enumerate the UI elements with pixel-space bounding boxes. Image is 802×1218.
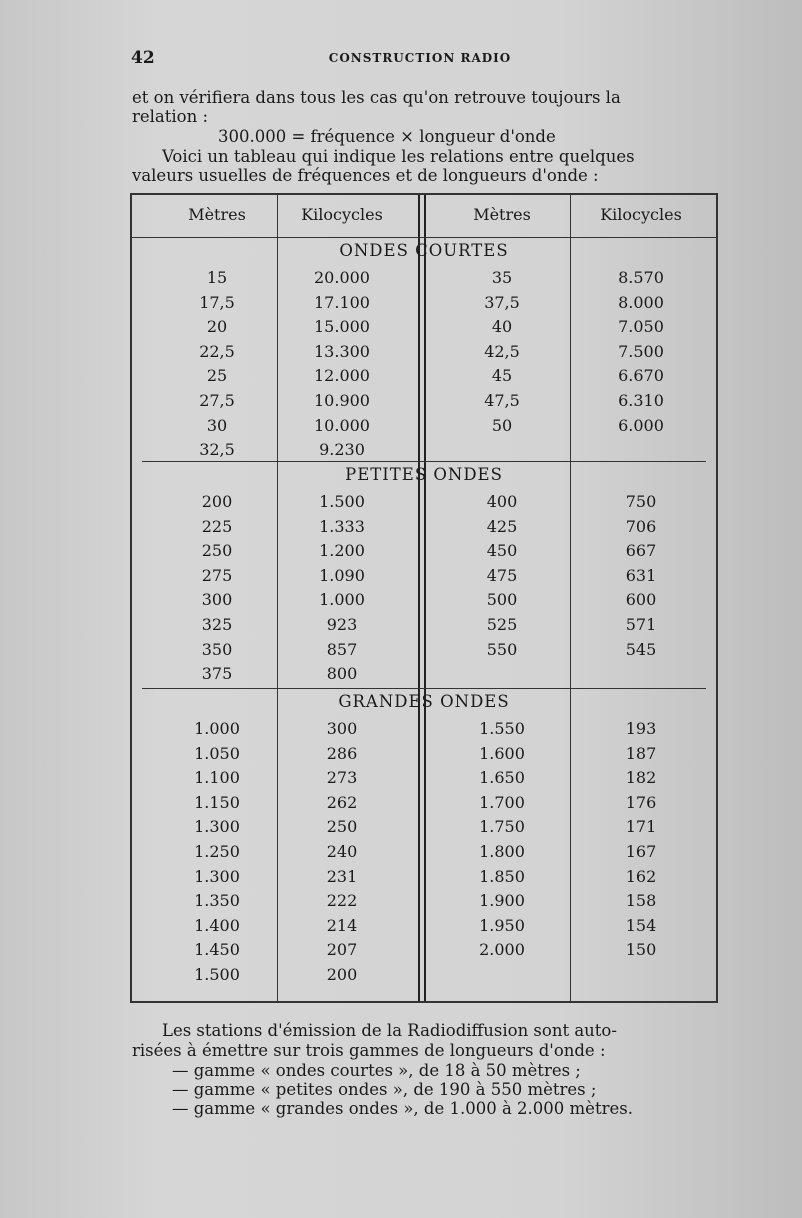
cell-kilocycles-a: 231 <box>326 866 358 886</box>
header-kilocycles-left: Kilocycles <box>301 205 383 224</box>
page-header <box>0 48 802 72</box>
cell-kilocycles-a: 1.500 <box>319 492 365 511</box>
cell-metres-a: 20 <box>206 317 228 337</box>
center-double-divider <box>418 195 426 1001</box>
cell-kilocycles-a: 15.000 <box>314 317 370 337</box>
cell-metres-a: 275 <box>201 565 233 585</box>
cell-kilocycles-a: 286 <box>326 743 358 763</box>
header-metres-right: Mètres <box>473 205 531 224</box>
cell-metres-a: 1.050 <box>194 743 240 763</box>
cell-metres-b: 1.700 <box>479 792 525 812</box>
cell-metres-b: 37,5 <box>484 292 520 312</box>
cell-kilocycles-b: 182 <box>625 768 657 788</box>
header-kilocycles-right: Kilocycles <box>600 205 682 224</box>
cell-kilocycles-a: 12.000 <box>314 366 370 386</box>
cell-kilocycles-b: 7.500 <box>618 341 664 361</box>
cell-kilocycles-a: 200 <box>326 965 358 984</box>
cell-metres-b: 1.600 <box>479 743 525 763</box>
cell-kilocycles-a: 300 <box>326 719 358 738</box>
cell-metres-a: 25 <box>206 366 228 386</box>
cell-kilocycles-a: 1.200 <box>319 541 365 561</box>
cell-kilocycles-b: 167 <box>625 842 657 861</box>
cell-metres-b <box>437 661 567 686</box>
cell-metres-a: 1.150 <box>194 792 240 812</box>
cell-metres-a: 1.500 <box>194 965 240 984</box>
formula: 300.000 = fréquence × longueur d'onde <box>218 127 556 146</box>
cell-metres-a: 1.400 <box>194 915 240 935</box>
section-separator <box>142 461 706 462</box>
intro-line-3: Voici un tableau qui indique les relations entre quelques <box>162 147 635 166</box>
cell-kilocycles-b: 571 <box>625 615 657 634</box>
cell-metres-b: 2.000 <box>479 940 525 960</box>
cell-metres-b <box>437 962 567 987</box>
cell-kilocycles-b: 171 <box>625 817 657 837</box>
cell-kilocycles-a: 10.000 <box>314 415 370 435</box>
cell-metres-a: 350 <box>201 639 233 659</box>
section-title: ONDES COURTES <box>339 241 509 260</box>
frequency-wavelength-table <box>130 193 718 1003</box>
column-divider <box>277 195 278 1001</box>
cell-kilocycles-a: 9.230 <box>319 440 365 460</box>
cell-metres-b: 1.800 <box>479 842 525 861</box>
cell-kilocycles-a: 20.000 <box>314 268 370 287</box>
cell-metres-b: 50 <box>491 415 513 435</box>
cell-metres-b <box>437 437 567 462</box>
cell-kilocycles-b: 667 <box>625 541 657 561</box>
section-title: GRANDES ONDES <box>338 692 510 711</box>
cell-metres-b: 525 <box>486 615 518 634</box>
cell-kilocycles-a: 800 <box>326 664 358 684</box>
cell-metres-a: 27,5 <box>199 391 235 410</box>
cell-kilocycles-b: 187 <box>625 743 657 763</box>
cell-kilocycles-b: 154 <box>625 915 657 935</box>
cell-kilocycles-a: 207 <box>326 940 358 960</box>
cell-kilocycles-a: 17.100 <box>314 292 370 312</box>
cell-metres-a: 1.250 <box>194 842 240 861</box>
cell-metres-b: 500 <box>486 590 518 610</box>
cell-metres-a: 22,5 <box>199 341 235 361</box>
cell-kilocycles-a: 923 <box>326 615 358 634</box>
cell-metres-b: 1.650 <box>479 768 525 788</box>
cell-metres-a: 1.100 <box>194 768 240 788</box>
cell-metres-a: 30 <box>206 415 228 435</box>
cell-metres-b: 1.950 <box>479 915 525 935</box>
cell-metres-b: 475 <box>486 565 518 585</box>
table-header-row <box>132 195 716 238</box>
cell-metres-a: 1.000 <box>194 719 240 738</box>
intro-line-2: relation : <box>132 107 209 126</box>
outro-line-2: risées à émettre sur trois gammes de longueurs d'onde : <box>132 1041 606 1060</box>
cell-kilocycles-b: 158 <box>625 891 657 911</box>
cell-kilocycles-a: 857 <box>326 639 358 659</box>
cell-metres-a: 1.450 <box>194 940 240 960</box>
cell-kilocycles-b: 6.670 <box>618 366 664 386</box>
cell-kilocycles-a: 273 <box>326 768 358 788</box>
page-number: 42 <box>131 48 155 68</box>
cell-kilocycles-a: 10.900 <box>314 391 370 410</box>
cell-metres-b: 425 <box>486 516 518 536</box>
cell-metres-a: 17,5 <box>199 292 235 312</box>
cell-kilocycles-b: 7.050 <box>618 317 664 337</box>
cell-kilocycles-b: 150 <box>625 940 657 960</box>
cell-metres-a: 300 <box>201 590 233 610</box>
running-title: CONSTRUCTION RADIO <box>328 51 512 65</box>
intro-line-1: et on vérifiera dans tous les cas qu'on retrouve toujours la <box>132 88 621 107</box>
cell-metres-b: 35 <box>491 268 513 287</box>
cell-metres-b: 400 <box>486 492 518 511</box>
cell-metres-a: 200 <box>201 492 233 511</box>
cell-kilocycles-b: 600 <box>625 590 657 610</box>
cell-kilocycles-a: 13.300 <box>314 341 370 361</box>
cell-metres-a: 32,5 <box>199 440 235 460</box>
cell-kilocycles-b: 6.310 <box>618 391 664 410</box>
cell-metres-a: 250 <box>201 541 233 561</box>
band-item-long: — gamme « grandes ondes », de 1.000 à 2.000 mètres. <box>172 1099 633 1118</box>
cell-kilocycles-b: 706 <box>625 516 657 536</box>
cell-kilocycles-b: 162 <box>625 866 657 886</box>
header-metres-left: Mètres <box>188 205 246 224</box>
cell-metres-b: 1.900 <box>479 891 525 911</box>
section-separator <box>142 688 706 689</box>
cell-metres-a: 225 <box>201 516 233 536</box>
cell-kilocycles-b <box>582 661 700 686</box>
cell-metres-b: 47,5 <box>484 391 520 410</box>
cell-metres-b: 1.750 <box>479 817 525 837</box>
cell-metres-a: 15 <box>206 268 228 287</box>
cell-metres-b: 1.550 <box>479 719 525 738</box>
cell-metres-b: 45 <box>491 366 513 386</box>
cell-kilocycles-a: 222 <box>326 891 358 911</box>
cell-kilocycles-a: 1.000 <box>319 590 365 610</box>
cell-kilocycles-a: 262 <box>326 792 358 812</box>
cell-metres-b: 1.850 <box>479 866 525 886</box>
cell-kilocycles-b: 8.570 <box>618 268 664 287</box>
cell-kilocycles-b: 6.000 <box>618 415 664 435</box>
cell-kilocycles-b: 750 <box>625 492 657 511</box>
band-item-short: — gamme « ondes courtes », de 18 à 50 mètres ; <box>172 1061 581 1080</box>
cell-metres-a: 1.300 <box>194 866 240 886</box>
cell-kilocycles-a: 240 <box>326 842 358 861</box>
intro-line-4: valeurs usuelles de fréquences et de longueurs d'onde : <box>132 166 599 185</box>
cell-kilocycles-b <box>582 437 700 462</box>
cell-kilocycles-a: 1.333 <box>319 516 365 536</box>
cell-metres-b: 42,5 <box>484 341 520 361</box>
cell-kilocycles-a: 250 <box>326 817 358 837</box>
cell-kilocycles-a: 1.090 <box>319 565 365 585</box>
cell-metres-a: 1.350 <box>194 891 240 911</box>
cell-kilocycles-b <box>582 962 700 987</box>
cell-metres-a: 325 <box>201 615 233 634</box>
cell-kilocycles-b: 631 <box>625 565 657 585</box>
cell-kilocycles-a: 214 <box>326 915 358 935</box>
section-title: PETITES ONDES <box>345 465 503 484</box>
cell-metres-b: 40 <box>491 317 513 337</box>
cell-kilocycles-b: 545 <box>625 639 657 659</box>
cell-kilocycles-b: 8.000 <box>618 292 664 312</box>
cell-metres-b: 550 <box>486 639 518 659</box>
column-divider <box>570 195 571 1001</box>
band-item-medium: — gamme « petites ondes », de 190 à 550 mètres ; <box>172 1080 597 1099</box>
outro-line-1: Les stations d'émission de la Radiodiffusion sont auto- <box>162 1021 617 1040</box>
cell-metres-b: 450 <box>486 541 518 561</box>
cell-kilocycles-b: 193 <box>625 719 657 738</box>
cell-metres-a: 1.300 <box>194 817 240 837</box>
cell-kilocycles-b: 176 <box>625 792 657 812</box>
cell-metres-a: 375 <box>201 664 233 684</box>
